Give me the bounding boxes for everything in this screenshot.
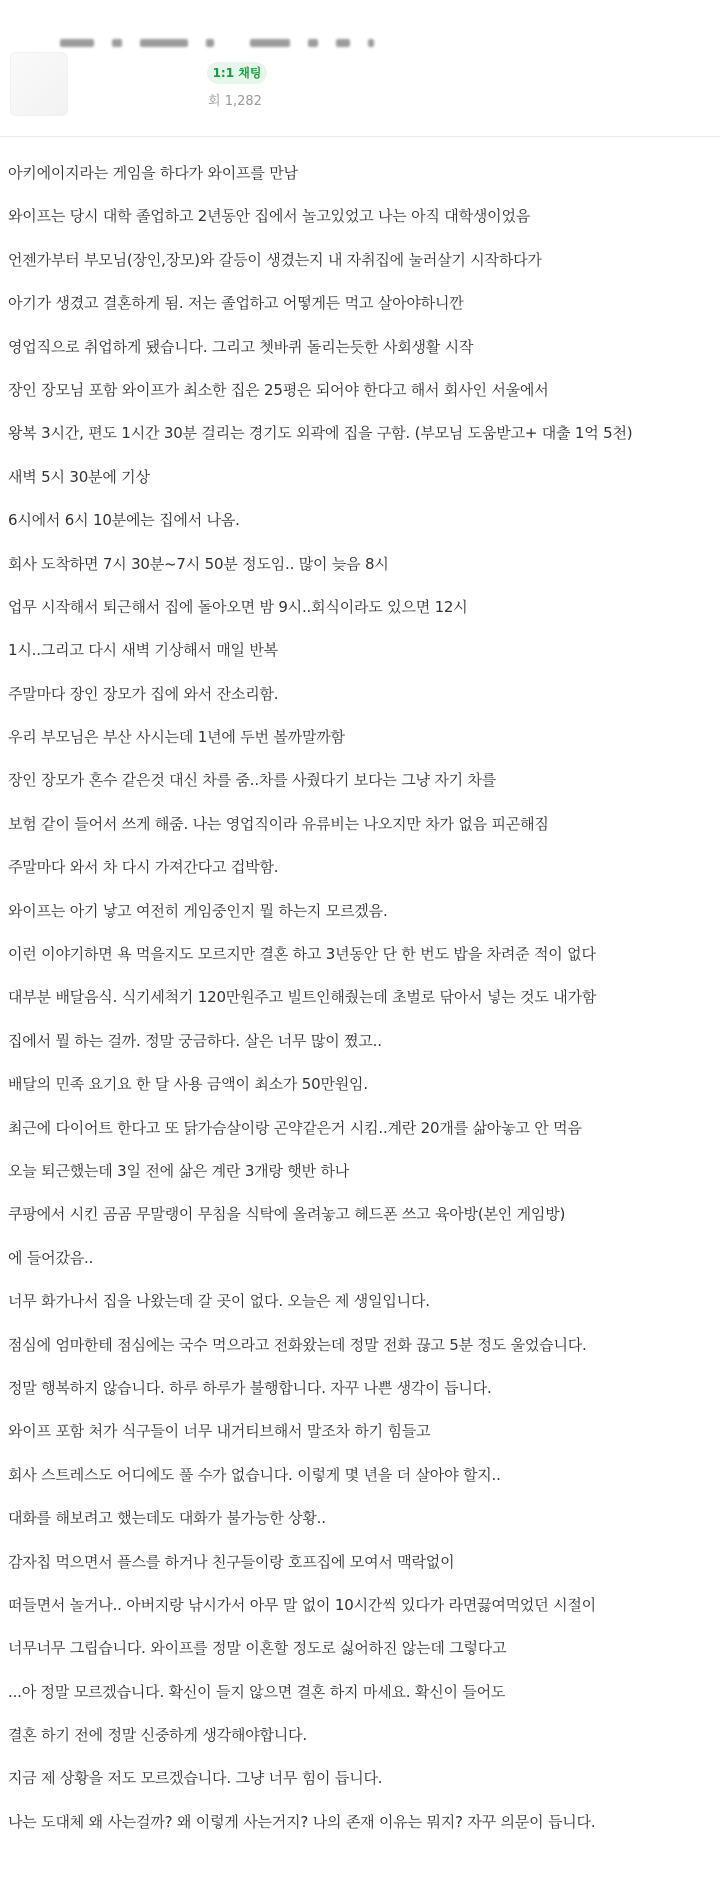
post-line: ...아 정말 모르겠습니다. 확신이 들지 않으면 결혼 하지 마세요. 확신이 들어도	[8, 1682, 506, 1701]
post-line: 장인 장모님 포함 와이프가 최소한 집은 25평은 되어야 한다고 해서 회사인 서울에서	[8, 380, 549, 399]
post-header	[0, 0, 720, 136]
blur-chunk	[140, 39, 188, 47]
post-line: 정말 행복하지 않습니다. 하루 하루가 불행합니다. 자꾸 나쁜 생각이 듭니다.	[8, 1378, 492, 1397]
post-line: 와이프는 아기 낳고 여전히 게임중인지 뭘 하는지 모르겠음.	[8, 901, 388, 920]
post-line: 대화를 해보려고 했는데도 대화가 불가능한 상황..	[8, 1509, 326, 1528]
post-line: 점심에 엄마한테 점심에는 국수 먹으라고 전화왔는데 정말 전화 끊고 5분 정도 울었습니다.	[8, 1335, 587, 1354]
post-line: 떠들면서 놀거나.. 아버지랑 낚시가서 아무 말 없이 10시간씩 있다가 라면끓여먹었던 시절이	[8, 1595, 596, 1614]
blur-chunk	[112, 39, 122, 47]
post-line: 와이프 포함 처가 식구들이 너무 내거티브해서 말조차 하기 힘들고	[8, 1422, 431, 1441]
post-line: 오늘 퇴근했는데 3일 전에 삶은 계란 3개랑 햇반 하나	[8, 1161, 350, 1180]
post-line: 배달의 민족 요기요 한 달 사용 금액이 최소가 50만원임.	[8, 1075, 368, 1094]
post-line: 1시..그리고 다시 새벽 기상해서 매일 반복	[8, 641, 278, 660]
post-line: 우리 부모님은 부산 사시는데 1년에 두번 볼까말까함	[8, 728, 345, 747]
post-line: 대부분 배달음식. 식기세척기 120만원주고 빌트인해줬는데 초벌로 닦아서 넣는 것도 내가함	[8, 988, 597, 1007]
post-line: 집에서 뭘 하는 걸까. 정말 궁금하다. 살은 너무 많이 쪘고..	[8, 1031, 382, 1050]
post-line: 와이프는 당시 대학 졸업하고 2년동안 집에서 놀고있었고 나는 아직 대학생이었음	[8, 207, 531, 226]
post-line: 나는 도대체 왜 사는걸까? 왜 이렇게 사는거지? 나의 존재 이유는 뭐지? 자꾸 의문이 듭니다.	[8, 1812, 596, 1831]
post-line: 보험 같이 들어서 쓰게 해줌. 나는 영업직이라 유류비는 나오지만 차가 없음 피곤해짐	[8, 814, 549, 833]
post-line: 회사 도착하면 7시 30분~7시 50분 정도임.. 많이 늦음 8시	[8, 554, 389, 573]
post-line: 너무 화가나서 집을 나왔는데 갈 곳이 없다. 오늘은 제 생일입니다.	[8, 1292, 430, 1311]
post-line: 영업직으로 취업하게 됐습니다. 그리고 쳇바퀴 돌리는듯한 사회생활 시작	[8, 337, 474, 356]
blurred-title	[60, 36, 440, 50]
post-line: 장인 장모가 혼수 같은것 대신 차를 줌..차를 사줬다기 보다는 그냥 자기 차를	[8, 771, 497, 790]
post-line: 6시에서 6시 10분에는 집에서 나옴.	[8, 511, 240, 530]
post-line: 주말마다 와서 차 다시 가져간다고 겁박함.	[8, 858, 279, 877]
post-line: 최근에 다이어트 한다고 또 닭가슴살이랑 곤약같은거 시킴..계란 20개를 삶아놓고 안 먹음	[8, 1118, 582, 1137]
post-line: 주말마다 장인 장모가 집에 와서 잔소리함.	[8, 684, 279, 703]
post-body	[8, 152, 712, 1844]
post-line: 감자칩 먹으면서 플스를 하거나 친구들이랑 호프집에 모여서 맥락없이	[8, 1552, 455, 1571]
one-on-one-chat-button[interactable]: 1:1 채팅	[207, 62, 267, 84]
post-line: 언젠가부터 부모님(장인,장모)와 갈등이 생겼는지 내 자취집에 눌러살기 시작하다가	[8, 250, 542, 269]
header-divider	[0, 136, 720, 137]
post-line: 지금 제 상황을 저도 모르겠습니다. 그냥 너무 힘이 듭니다.	[8, 1769, 383, 1788]
post-line: 에 들어갔음..	[8, 1248, 94, 1267]
post-line: 새벽 5시 30분에 기상	[8, 467, 150, 486]
post-line: 결혼 하기 전에 정말 신중하게 생각해야합니다.	[8, 1726, 307, 1745]
blur-chunk	[60, 39, 94, 47]
avatar	[10, 52, 68, 116]
blur-chunk	[336, 39, 350, 47]
post-line: 너무너무 그립습니다. 와이프를 정말 이혼할 정도로 싫어하진 않는데 그렇다고	[8, 1639, 507, 1658]
blur-chunk	[250, 39, 290, 47]
blur-chunk	[206, 39, 214, 47]
post-line: 이런 이야기하면 욕 먹을지도 모르지만 결혼 하고 3년동안 단 한 번도 밥을 차려준 적이 없다	[8, 945, 596, 964]
view-count: 회 1,282	[208, 94, 262, 109]
blur-chunk	[308, 39, 318, 47]
blur-chunk	[368, 39, 374, 47]
post-line: 아기가 생겼고 결혼하게 됨. 저는 졸업하고 어떻게든 먹고 살아야하니깐	[8, 294, 464, 313]
post-line: 업무 시작해서 퇴근해서 집에 돌아오면 밤 9시..회식이라도 있으면 12시	[8, 597, 468, 616]
post-line: 왕복 3시간, 편도 1시간 30분 걸리는 경기도 외곽에 집을 구함. (부모님 도움받고+ 대출 1억 5천)	[8, 424, 633, 443]
post-line: 아키에이지라는 게임을 하다가 와이프를 만남	[8, 164, 298, 182]
post-line: 회사 스트레스도 어디에도 풀 수가 없습니다. 이렇게 몇 년을 더 살아야 할지..	[8, 1465, 501, 1484]
post-line: 쿠팡에서 시킨 곰곰 무말랭이 무침을 식탁에 올려놓고 헤드폰 쓰고 육아방(본인 게임방)	[8, 1205, 566, 1224]
